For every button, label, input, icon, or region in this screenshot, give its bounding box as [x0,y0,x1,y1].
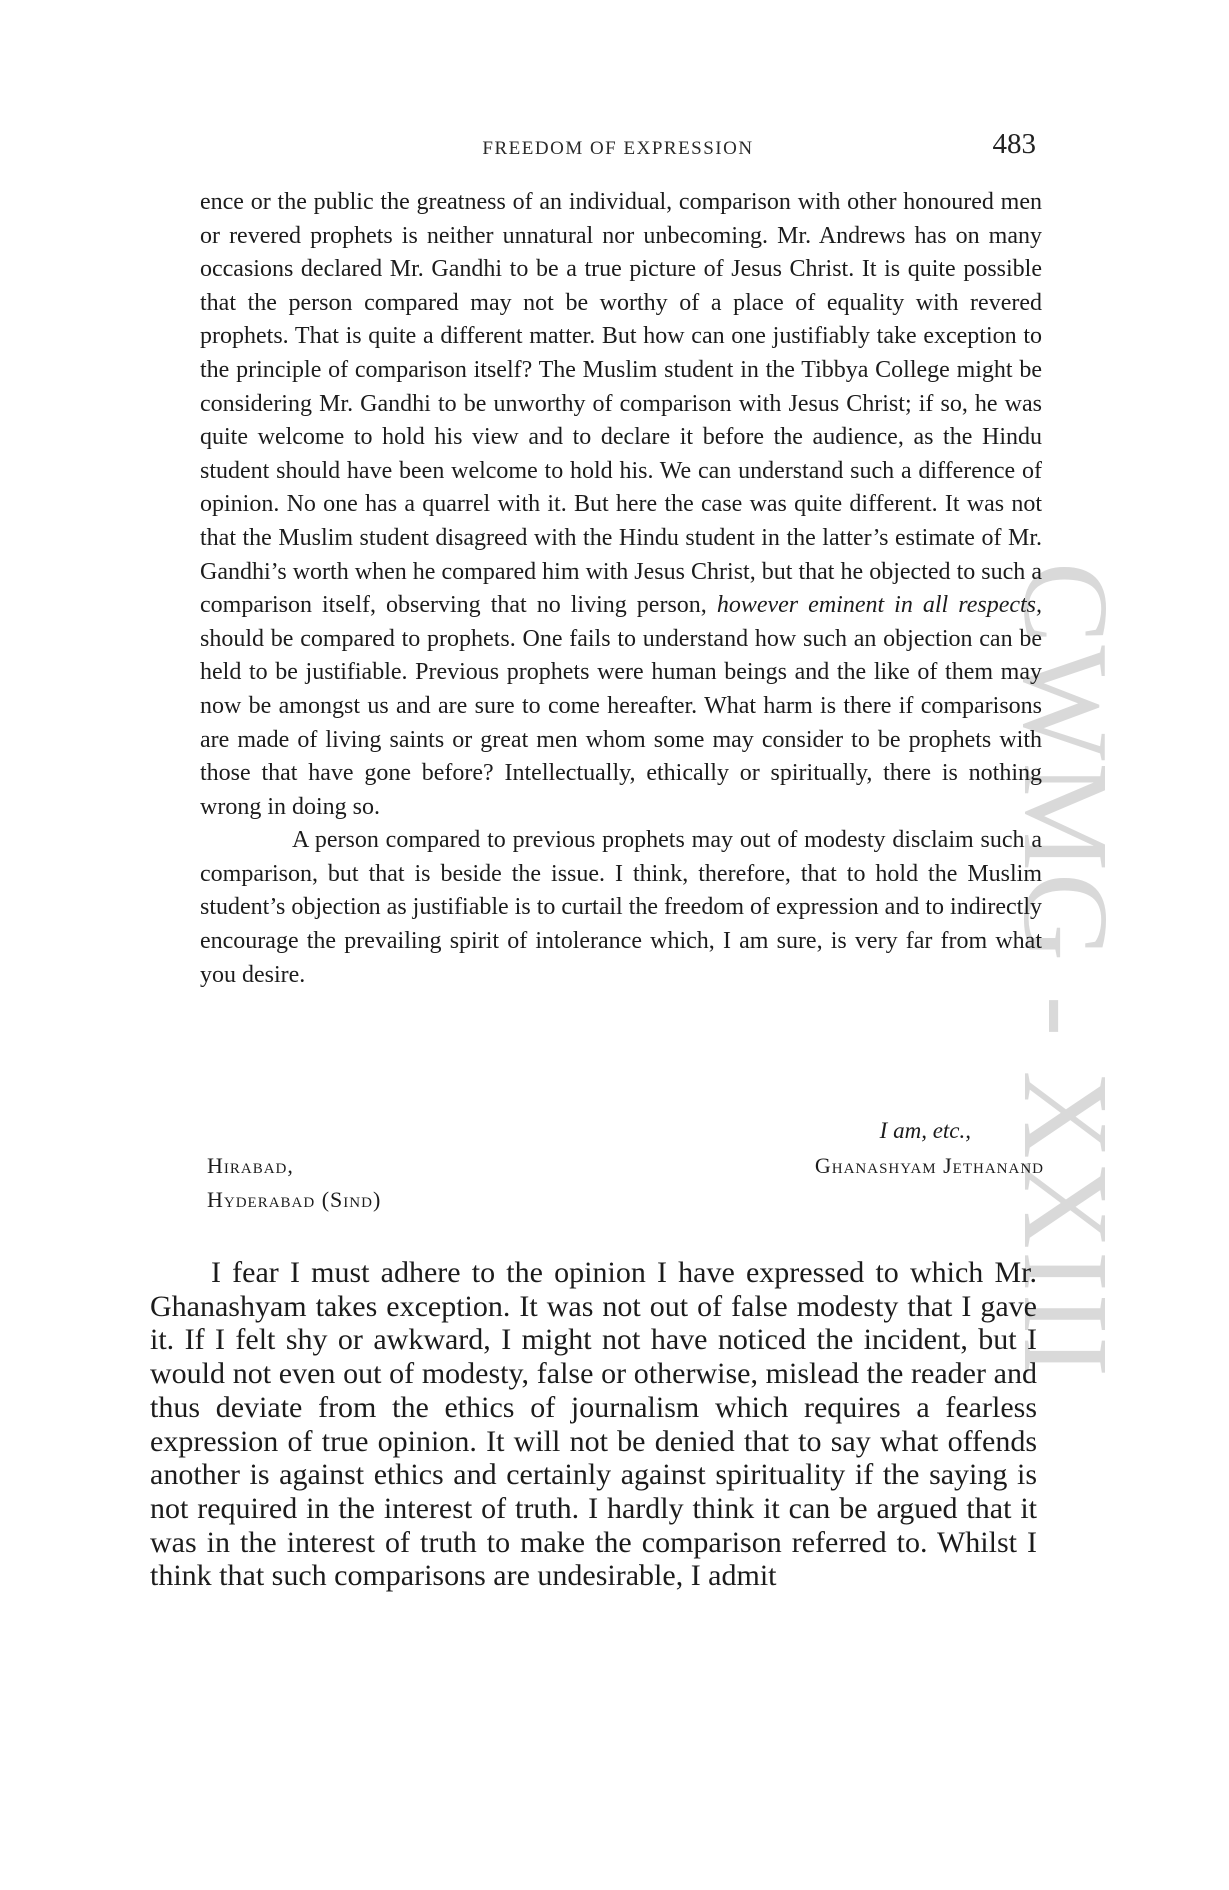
signature-place-line2: Hyderabad (Sind) [207,1187,382,1212]
letter-text: ence or the public the greatness of an individual, comparison with other honoured men or revered prophets is neither unnatural nor unbecoming. Mr. Andrews has on many occasions declared Mr. Gandhi to be a true picture of Jesus Christ. It is quite possible that the person compared may not be worthy of a place of equality with revered prophets. That is quite a different matter. But how can one justifiably take exception to the principle of comparison itself? The Muslim student in the Tibbya College might be considering Mr. Gandhi to be unworthy of comparison with Jesus Christ; if so, he was quite welcome to hold his view and to declare it before the audience, as the Hindu student should have been welcome to hold his. We can understand such a difference of opinion. No one has a quarrel with it. But here the case was quite different. It was not that the Muslim student disagreed with the Hindu student in the latter’s estimate of Mr. Gandhi’s worth when he compared him with Jesus Christ, but that he objected to such a comparison itself, observing that no living person, [200,189,1042,619]
emphasis-text: however eminent in all respects, [716,592,1043,619]
running-title: FREEDOM OF EXPRESSION [482,138,754,159]
editor-reply: I fear I must adhere to the opinion I have expressed to which Mr. Ghanashyam takes exception. It was not out of false modesty that I gave it. If I felt shy or awkward, I might not have noticed the incident, but I would not even out of modesty, false or otherwise, mislead the reader and thus deviate from the ethics of journalism which requires a fearless expression of true opinion. It will not be denied that to say what offends another is against ethics and certainly against spirituality if the saying is not required in the interest of truth. I hardly think it can be argued that it was in the interest of truth to make the comparison referred to. Whilst I think that such comparisons are undesirable, I admit [150,1256,1037,1593]
watermark-text: CWMG - XXIII [998,561,1133,1379]
letter-paragraph: A person compared to previous prophets may out of modesty disclaim such a comparison, but that is beside the issue. I think, therefore, that to hold the Muslim student’s objection as justifiable is to curtail the freedom of expression and to indirectly encourage the prevailing spirit of intolerance which, I am sure, is very far from what you desire. [200,827,1042,988]
signature-closing: I am, etc., [879,1118,971,1143]
letter-text: should be compared to prophets. One fails to understand how such an objection can be held to be justifiable. Previous prophets were human beings and the like of them may now be amongst us and are sure to come hereafter. What harm is there if comparisons are made of living saints or great men whom some may consider to be prophets with those that have gone before? Intellectually, ethically or spiritually, there is nothing wrong in doing so. [200,625,1042,820]
signature-name: Ghanashyam Jethanand [814,1153,1044,1178]
page-header [200,128,1036,168]
signature-place-line1: Hirabad, [207,1153,294,1178]
page-number: 483 [992,128,1036,160]
letter-body [200,186,1042,992]
letter-paragraph [200,186,1042,824]
